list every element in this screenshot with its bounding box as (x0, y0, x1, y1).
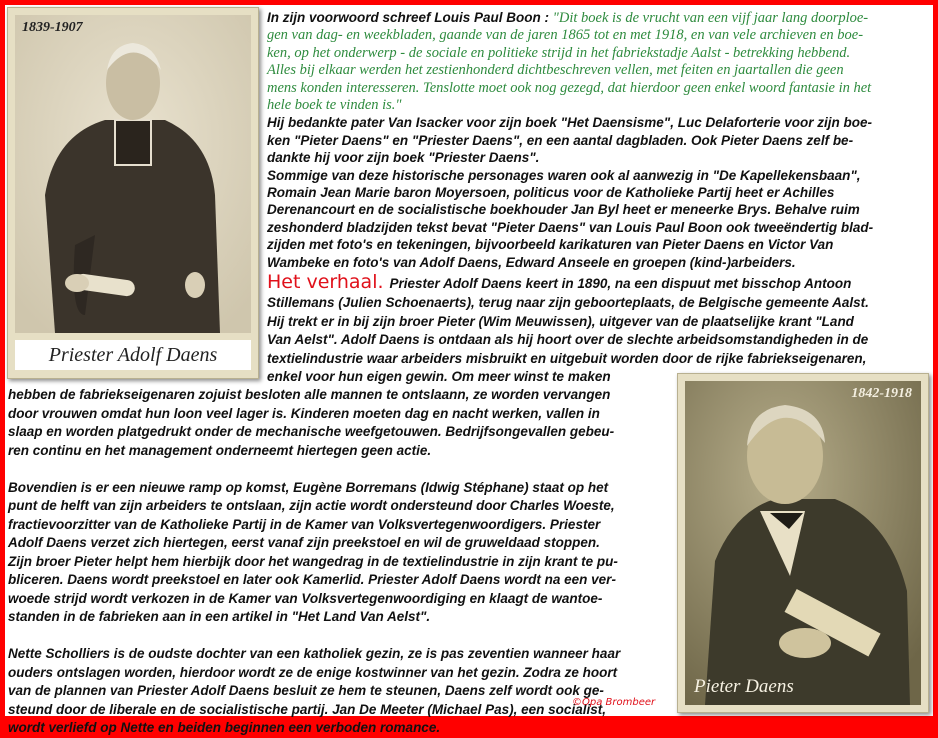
story-paragraph-nette (8, 645, 672, 738)
text-line: dankte hij voor zijn boek "Priester Daens". (267, 150, 540, 166)
story-section (267, 272, 928, 387)
photo-caption-pieter: Pieter Daens (694, 676, 794, 697)
text-line: steund door de liberale en de socialistische partij. Jan De Meeter (Michael Pas), een socialist, (8, 701, 606, 717)
boon-quote-text: "Dit boek is de vrucht van een vijf jaar lang doorploe- (552, 10, 869, 26)
story-continued-section (8, 386, 672, 738)
story-paragraph-factory (8, 386, 672, 460)
text-line: ren continu en het management onderneemt hiertegen geen actie. (8, 442, 432, 458)
text-line: ken "Pieter Daens" en "Priester Daens", en een aantal dagbladen. Ook Pieter Daens zelf be- (267, 132, 854, 148)
text-line: hebben de fabriekseigenaren zojuist besloten alle mannen te ontslaann, ze worden vervangen (8, 387, 611, 402)
text-line: van de plannen van Priester Adolf Daens besluit ze hem te steunen, Daens zelf wordt ook ge- (8, 683, 604, 698)
copyright-notice: ©Opa Brombeer (572, 697, 656, 708)
story-first-line-text: Priester Adolf Daens keert in 1890, na een dispuut met bisschop Antoon (389, 276, 852, 291)
text-line: hele boek te vinden is." (267, 97, 402, 114)
text-line: ouders ontslagen worden, hierdoor wordt ze de enige kostwinner van het gezin. Zodra ze hoort (8, 664, 618, 680)
text-line: zijden met foto's en tekeningen, bijvoorbeeld karikaturen van Pieter Daens en Victor Van (267, 237, 834, 253)
text-line: fractievoorzitter van de Katholieke Partij in de Kamer van Volksvertegenwoordigers. Priester (8, 516, 601, 532)
text-line: wordt verliefd op Nette en beiden beginnen een verboden romance. (8, 720, 441, 735)
text-line: Van Aelst". Adolf Daens is ontdaan als hij hoort over de slechte arbeidsomstandigheden in de (267, 332, 869, 348)
text-line: Romain Jean Marie baron Moyersoen, politicus voor de Katholieke Partij heet er Achilles (267, 185, 835, 201)
text-line: Alles bij elkaar werden het zestienhonderd dichtbeschreven vellen, met feiten en jaartallen die geen (267, 62, 844, 79)
intro-first-line (267, 9, 928, 27)
intro-lead: In zijn voorwoord schreef Louis Paul Boon : (267, 10, 553, 25)
story-heading: Het verhaal. (267, 271, 384, 293)
text-line: standen in de fabrieken aan in een artikel in "Het Land Van Aelst". (8, 609, 431, 624)
text-line: Bovendien is er een nieuwe ramp op komst, Eugène Borremans (Idwig Stéphane) staat op het (8, 479, 609, 495)
text-line: Zijn broer Pieter helpt hem hierbijk door het wangedrag in de textielindustrie in zijn krant te pu- (8, 553, 618, 569)
text-line: mens konden interesseren. Tenslotte moet ook nog gezegd, dat hierdoor geen enkel woord fantasie in het (267, 79, 872, 96)
text-line: punt de helft van zijn arbeiders te ontslaan, zijn actie wordt ondersteund door Charles Woeste, (8, 498, 615, 513)
article-page (5, 5, 933, 735)
text-line: gen van dag- en weekbladen, gaande van de jaren 1865 tot en met 1918, en van vele archieven en boe- (267, 27, 864, 44)
text-line: door vrouwen omdat hun loon veel lager is. Kinderen moeten dag en nacht werken, vallen in (8, 405, 600, 421)
photo-pieter-daens (677, 373, 929, 713)
photo-adolf-daens (7, 7, 259, 379)
portrait-adolf-daens-image (15, 15, 251, 333)
text-line: slaap en worden platgedrukt onder de mechanische weefgetouwen. Bedrijfsongevallen gebeu- (8, 424, 615, 439)
text-line: Sommige van deze historische personages waren ook al aanwezig in "De Kapellekensbaan", (267, 167, 861, 183)
text-line: ken, op het onderwerp - de sociale en politieke strijd in het fabriekstadje Aalst - betrekking hebbend. (267, 44, 851, 61)
text-line: Hij bedankte pater Van Isacker voor zijn boek "Het Daensisme", Luc Delaforterie voor zijn boe- (267, 115, 872, 131)
story-first-line (267, 272, 928, 294)
text-line: Adolf Daens verzet zich hiertegen, eerst vanaf zijn preekstoel en wil de gruweldaad stoppen. (8, 535, 600, 550)
text-line: enkel voor hun eigen gewin. Om meer winst te maken (267, 369, 611, 385)
text-line: woede strijd wordt verkozen in de Kamer van Volksvertegenwoordiging en klaagt de wantoe- (8, 590, 603, 606)
story-paragraph-start (267, 294, 928, 387)
text-line: textielindustrie waar arbeiders misbruikt en uitgebuit worden door de rijke fabriekseigenaren, (267, 350, 867, 366)
photo-caption-adolf: Priester Adolf Daens (15, 340, 251, 370)
text-line: Wambeke en foto's van Adolf Daens, Edward Anseele en groepen (kind-)arbeiders. (267, 254, 796, 270)
text-line: zeshonderd bladzijden tekst bevat "Pieter Daens" van Louis Paul Boon ook tweeëndertig blad- (267, 219, 874, 235)
boon-quote (267, 27, 928, 114)
persons-paragraph (267, 167, 928, 271)
text-line: Derenancourt en de socialistische boekhouder Jan Byl heet er meneerke Brys. Behalve ruim (267, 202, 860, 218)
photo-years-adolf: 1839-1907 (22, 20, 83, 35)
story-paragraph-borremans (8, 479, 672, 627)
text-line: Nette Scholliers is de oudste dochter van een katholiek gezin, ze is pas zeventien wanneer haar (8, 646, 621, 661)
thanks-paragraph (267, 114, 928, 166)
text-line: Hij trekt er in bij zijn broer Pieter (Wim Meuwissen), uitgever van de plaatselijke krant "Land (267, 313, 854, 329)
text-line: Stillemans (Julien Schoenaerts), terug naar zijn geboorteplaats, de Belgische gemeente Aalst. (267, 295, 869, 310)
portrait-pieter-daens-image (685, 381, 921, 705)
photo-years-pieter: 1842-1918 (851, 386, 912, 401)
text-line: bliceren. Daens wordt preekstoel en later ook Kamerlid. Priester Adolf Daens wordt na een ver- (8, 572, 616, 587)
intro-section (267, 9, 928, 271)
